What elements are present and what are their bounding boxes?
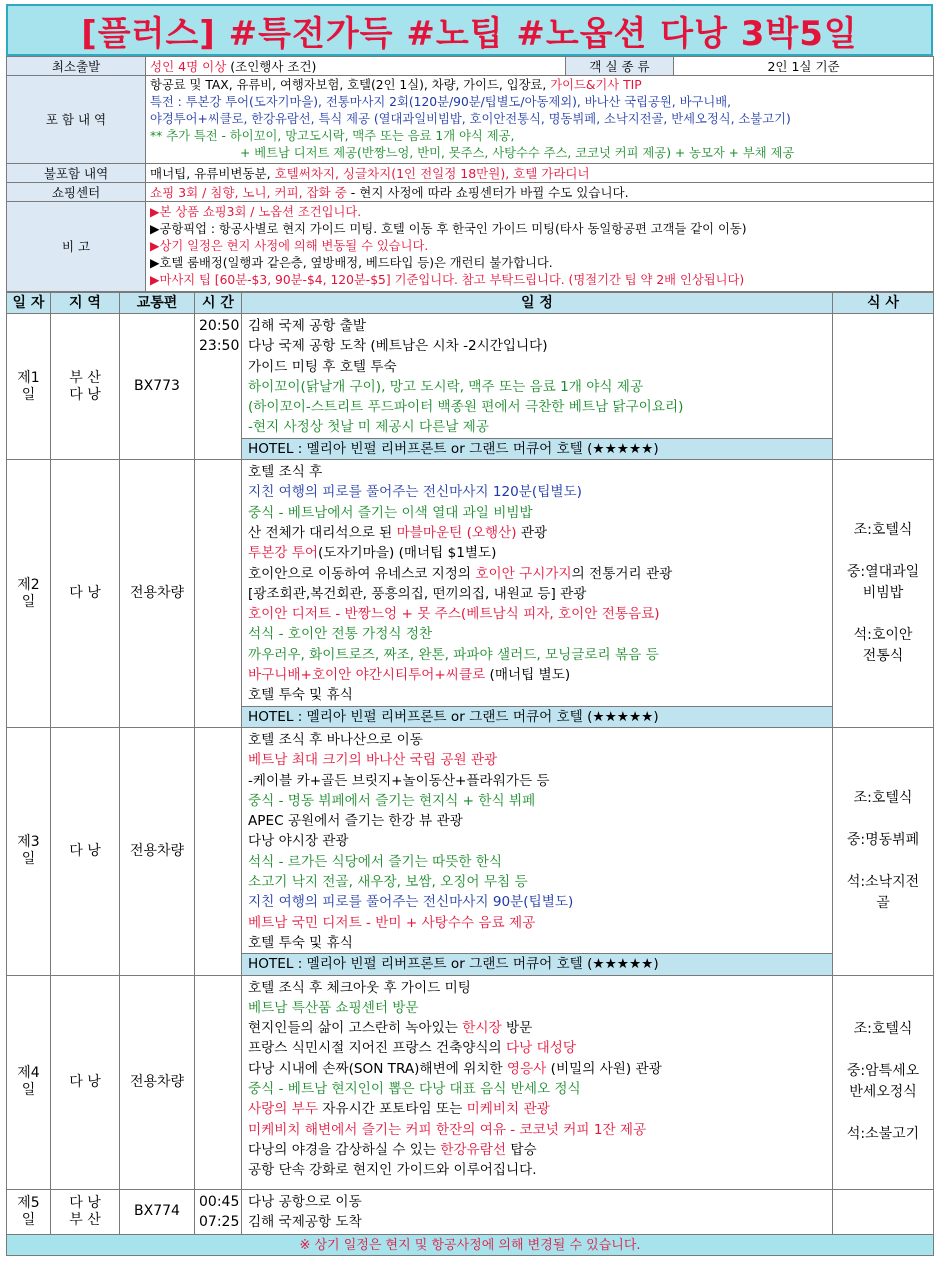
- itinerary-line: 호이안으로 이동하여 유네스코 지정의 호이안 구시가지의 전통거리 관광: [248, 565, 673, 582]
- meal-line: [837, 541, 929, 562]
- meal-line: 중:열대과일: [846, 564, 920, 580]
- region-name: 다 낭: [69, 1073, 101, 1090]
- day-region: [51, 727, 120, 975]
- region-name: 다 낭: [69, 1194, 101, 1211]
- region-name: 다 낭: [69, 842, 101, 859]
- day-meals: [833, 975, 934, 1189]
- hotel-line: HOTEL : 멜리아 빈펄 리버프론트 or 그랜드 머큐어 호텔 (★★★★★): [242, 953, 832, 974]
- itinerary-line: 까우러우, 화이트로즈, 짜조, 완톤, 파파야 샐러드, 모닝글로리 볶음 등: [248, 646, 659, 663]
- exclude-value: 매너팁, 유류비변동분, 호텔써차지, 싱글차지(1인 전일정 18만원), 호텔 가라디너: [146, 164, 934, 183]
- meal-line: 조:호텔식: [853, 1021, 913, 1037]
- day-row: [7, 1189, 934, 1235]
- itinerary-line: 중식 - 베트남에서 즐기는 이색 열대 과일 비빔밥: [248, 504, 533, 521]
- footer-notice: ※ 상기 일정은 현지 및 항공사정에 의해 변경될 수 있습니다.: [7, 1235, 934, 1256]
- itinerary-line: 김해 국제공항 도착: [248, 1213, 362, 1230]
- itinerary-line: APEC 공원에서 즐기는 한강 뷰 관광: [248, 813, 463, 830]
- meal-line: [837, 851, 929, 872]
- itinerary-line: 호텔 조식 후: [248, 464, 323, 481]
- itinerary-line: 공항 단속 강화로 현지인 가이드와 이루어집니다.: [248, 1162, 537, 1179]
- day-label: 제1일: [7, 314, 51, 460]
- day-region: [51, 975, 120, 1189]
- day-label: 제5일: [7, 1189, 51, 1235]
- meal-line: 중:명동뷔페: [846, 832, 920, 849]
- note-line: ▶마사지 팁 [60분-$3, 90분-$4, 120분-$5] 기준입니다. 참고 부탁드립니다. (명절기간 팁 약 2배 인상됩니다): [150, 273, 745, 287]
- itinerary-line: 호텔 투숙 및 휴식: [248, 934, 353, 951]
- note-line: ▶상기 일정은 현지 사정에 의해 변동될 수 있습니다.: [150, 239, 429, 253]
- itinerary-page: [6, 4, 933, 1256]
- region-name: 다 낭: [69, 386, 101, 403]
- day-row: [7, 975, 934, 1189]
- itinerary-line: 하이꼬이(닭날개 구이), 망고 도시락, 맥주 또는 음료 1개 야식 제공: [248, 378, 644, 395]
- itinerary-line: 중식 - 베트남 현지인이 뽑은 다낭 대표 음식 반세오 정식: [248, 1080, 581, 1097]
- meal-line: 조:호텔식: [853, 790, 913, 807]
- meal-line: 중:암특세오: [846, 1063, 920, 1079]
- day-times: [195, 314, 242, 460]
- itinerary-line: 가이드 미팅 후 호텔 투숙: [248, 358, 397, 375]
- itinerary-line: -현지 사정상 첫날 미 제공시 다른날 제공: [248, 419, 489, 436]
- hotel-line: HOTEL : 멜리아 빈펄 리버프론트 or 그랜드 머큐어 호텔 (★★★★★): [242, 438, 832, 459]
- meal-line: 석:호이안: [853, 627, 913, 643]
- day-meals: [833, 1189, 934, 1235]
- include-list: [146, 76, 934, 164]
- itinerary-line: 베트남 국민 디저트 - 반미 + 사탕수수 음료 제공: [248, 914, 536, 931]
- meal-line: 석:소낙지전: [846, 874, 920, 891]
- region-name: 부 산: [69, 369, 101, 386]
- itinerary-line: 호텔 투숙 및 휴식: [248, 687, 353, 704]
- day-itinerary: [242, 975, 833, 1189]
- day-transport: 전용차량: [120, 727, 195, 975]
- day-times: [195, 1189, 242, 1235]
- hotel-line: HOTEL : 멜리아 빈펄 리버프론트 or 그랜드 머큐어 호텔 (★★★★★): [242, 706, 832, 727]
- time-value: 23:50: [199, 338, 240, 354]
- itinerary-line: 호텔 조식 후 체크아웃 후 가이드 미팅: [248, 979, 471, 996]
- include-line: + 베트남 디저트 제공(반짱느엉, 반미, 못주스, 사탕수수 주스, 코코넛 커피 제공) + 농모자 + 부채 제공: [240, 146, 795, 160]
- itinerary-line: 다낭 시내에 손짜(SON TRA)해변에 위치한 영응사 (비밀의 사원) 관광: [248, 1060, 662, 1077]
- note-line: ▶본 상품 쇼핑3회 / 노옵션 조건입니다.: [150, 205, 362, 219]
- itinerary-line: 미케비치 해변에서 즐기는 커피 한잔의 여유 - 코코넛 커피 1잔 제공: [248, 1121, 647, 1138]
- day-itinerary: [242, 1189, 833, 1235]
- itinerary-line: 투본강 투어(도자기마을) (매너팁 $1별도): [248, 545, 497, 562]
- itinerary-line: 다낭 야시장 관광: [248, 833, 349, 850]
- time-value: 20:50: [199, 318, 240, 334]
- itinerary-line: 산 전체가 대리석으로 된 마블마운틴 (오행산) 관광: [248, 524, 548, 541]
- exclude-label: 불포함 내역: [7, 164, 146, 183]
- day-transport: 전용차량: [120, 975, 195, 1189]
- note-line: ▶공항픽업 : 항공사별로 현지 가이드 미팅. 호텔 이동 후 한국인 가이드 미팅(타사 동일항공편 고객들 같이 이동): [150, 222, 747, 236]
- itinerary-line: 김해 국제 공항 출발: [248, 318, 367, 334]
- itinerary-line: 베트남 최대 크기의 바나산 국립 공원 관광: [248, 752, 498, 769]
- day-transport: BX774: [120, 1189, 195, 1235]
- meal-line: 골: [876, 895, 890, 912]
- header-day: 일 자: [7, 293, 51, 314]
- meal-line: [837, 604, 929, 625]
- itinerary-line: (하이꼬이-스트리트 푸드파이터 백종원 편에서 극찬한 베트남 닭구이요리): [248, 399, 684, 416]
- time-value: 07:25: [199, 1213, 240, 1230]
- day-transport: 전용차량: [120, 460, 195, 728]
- day-times: [195, 975, 242, 1189]
- day-row: [7, 314, 934, 460]
- include-line: 특전 : 투본강 투어(도자기마을), 전통마사지 2회(120분/90분/팁별도/아동제외), 바나산 국립공원, 바구니배,: [150, 95, 732, 109]
- shopping-value: 쇼핑 3회 / 침향, 노니, 커피, 잡화 중 - 현지 사정에 따라 쇼핑센터가 바뀔 수도 있습니다.: [146, 183, 934, 202]
- header-time: 시 간: [195, 293, 242, 314]
- room-value: 2인 1실 기준: [674, 57, 934, 76]
- itinerary-line: 호텔 조식 후 바나산으로 이동: [248, 731, 423, 748]
- meal-line: 조:호텔식: [853, 522, 913, 538]
- day-meals: [833, 727, 934, 975]
- itinerary-line: 프랑스 식민시절 지어진 프랑스 건축양식의 다낭 대성당: [248, 1040, 576, 1057]
- region-name: 부 산: [69, 1211, 101, 1228]
- header-region: 지 역: [51, 293, 120, 314]
- itinerary-line: 소고기 낙지 전골, 새우장, 보쌈, 오징어 무침 등: [248, 874, 528, 891]
- header-transport: 교통편: [120, 293, 195, 314]
- itinerary-line: 현지인들의 삶이 고스란히 녹아있는 한시장 방문: [248, 1020, 533, 1037]
- day-label: 제4일: [7, 975, 51, 1189]
- day-label: 제3일: [7, 727, 51, 975]
- include-line: 항공료 및 TAX, 유류비, 여행자보험, 호텔(2인 1실), 차량, 가이드, 입장료, 가이드&기사 TIP: [150, 78, 642, 92]
- itinerary-line: 지친 여행의 피로를 풀어주는 전신마사지 90분(팁별도): [248, 894, 574, 911]
- meal-line: [837, 1040, 929, 1061]
- day-times: [195, 727, 242, 975]
- meal-line: 전통식: [862, 648, 904, 664]
- room-label: 객 실 종 류: [566, 57, 674, 76]
- header-itinerary: 일 정: [242, 293, 833, 314]
- itinerary-line: 바구니배+호이안 야간시티투어+씨클로 (매너팁 별도): [248, 667, 571, 684]
- itinerary-line: 석식 - 르가든 식당에서 즐기는 따뜻한 한식: [248, 853, 503, 870]
- info-table: [6, 56, 934, 292]
- include-line: 야경투어+씨클로, 한강유람선, 특식 제공 (열대과일비빔밥, 호이안전통식, 명동뷔페, 소낙지전골, 반세오정식, 소불고기): [150, 112, 791, 126]
- include-label: 포 함 내 역: [7, 76, 146, 164]
- meal-line: 반세오정식: [849, 1084, 917, 1100]
- itinerary-line: [광조회관,복건회관, 풍흥의집, 떤끼의집, 내원교 등] 관광: [248, 585, 587, 602]
- itinerary-line: 중식 - 명동 뷔페에서 즐기는 현지식 + 한식 뷔페: [248, 792, 536, 809]
- day-meals: [833, 314, 934, 460]
- day-meals: [833, 460, 934, 728]
- shopping-label: 쇼핑센터: [7, 183, 146, 202]
- meal-line: [837, 809, 929, 830]
- note-list: [146, 202, 934, 292]
- itinerary-line: -케이블 카+골든 브릿지+놀이동산+플라워가든 등: [248, 772, 550, 789]
- time-value: 00:45: [199, 1193, 240, 1210]
- meal-line: 석:소불고기: [846, 1126, 920, 1142]
- include-line: ** 추가 특전 - 하이꼬이, 망고도시락, 맥주 또는 음료 1개 야식 제공,: [150, 129, 515, 143]
- day-itinerary: [242, 727, 833, 975]
- note-line: ▶호텔 룸배정(일행과 같은층, 옆방배정, 베드타입 등)은 개런티 불가합니다.: [150, 256, 553, 270]
- day-label: 제2일: [7, 460, 51, 728]
- region-name: 다 낭: [69, 585, 101, 601]
- header-meal: 식 사: [833, 293, 934, 314]
- day-transport: BX773: [120, 314, 195, 460]
- itinerary-line: 다낭의 야경을 감상하실 수 있는 한강유람선 탑승: [248, 1141, 537, 1158]
- day-region: [51, 460, 120, 728]
- meal-line: [837, 1103, 929, 1124]
- itinerary-line: 다낭 국제 공항 도착 (베트남은 시차 -2시간입니다): [248, 338, 548, 355]
- schedule-table: [6, 292, 934, 1256]
- page-title: [플러스] #특전가득 #노팁 #노옵션 다낭 3박5일: [6, 4, 933, 56]
- day-row: [7, 460, 934, 728]
- min-depart-label: 최소출발: [7, 57, 146, 76]
- day-region: [51, 1189, 120, 1235]
- itinerary-line: 사랑의 부두 자유시간 포토타임 또는 미케비치 관광: [248, 1101, 550, 1118]
- day-times: [195, 460, 242, 728]
- note-label: 비 고: [7, 202, 146, 292]
- itinerary-line: 호이안 디저트 - 반짱느엉 + 못 주스(베트남식 피자, 호이안 전통음료): [248, 606, 660, 623]
- itinerary-line: 다낭 공항으로 이동: [248, 1193, 362, 1210]
- day-region: [51, 314, 120, 460]
- itinerary-line: 석식 - 호이안 전통 가정식 정찬: [248, 626, 433, 643]
- day-itinerary: [242, 460, 833, 728]
- itinerary-line: 베트남 특산품 쇼핑센터 방문: [248, 999, 419, 1016]
- min-depart-value: 성인 4명 이상 (조인행사 조건): [146, 57, 566, 76]
- day-itinerary: [242, 314, 833, 460]
- meal-line: 비빔밥: [862, 585, 904, 601]
- day-row: [7, 727, 934, 975]
- itinerary-line: 지친 여행의 피로를 풀어주는 전신마사지 120분(팁별도): [248, 484, 582, 501]
